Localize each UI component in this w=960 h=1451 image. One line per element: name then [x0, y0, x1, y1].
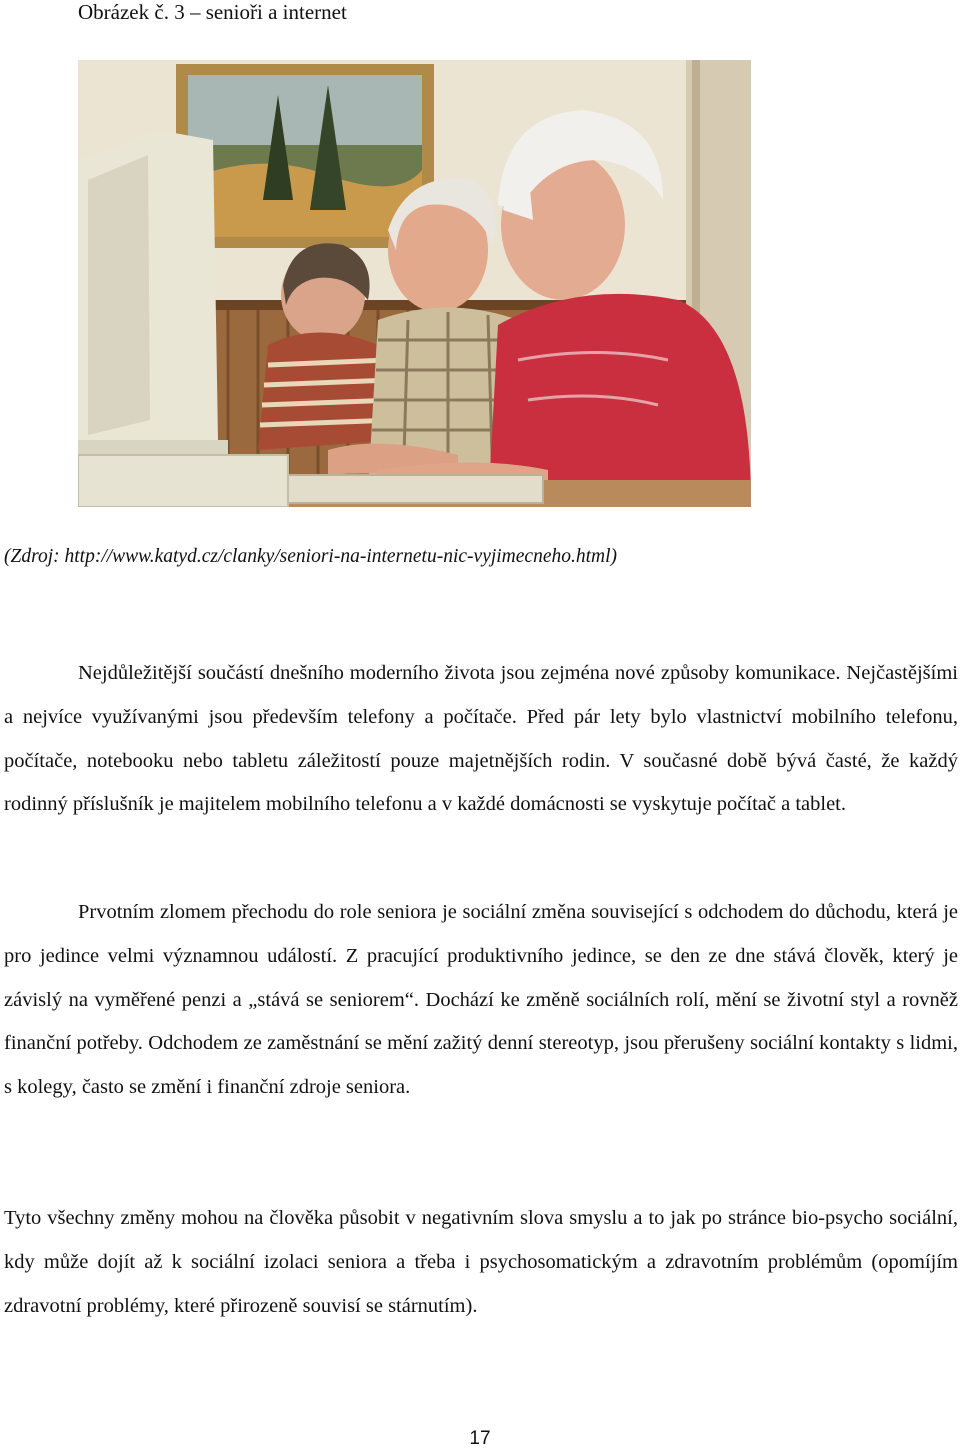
figure-source: (Zdroj: http://www.katyd.cz/clanky/seniori-na-internetu-nic-vyjimecneho.html): [4, 546, 618, 567]
page-number: 17: [469, 1428, 491, 1449]
seniors-at-computers-photo: [78, 60, 751, 507]
paragraph-consequences: Tyto všechny změny mohou na člověka působit v negativním slova smyslu a to jak po stránce bio-psycho sociální, kdy může dojít až k sociální izolaci seniora a třeba i psychosomatickým a zdravotním problémům (opomíjím zdravotní problémy, které přirozeně souvisí se stárnutím).: [4, 1207, 958, 1317]
paragraph-retirement: Prvotním zlomem přechodu do role seniora je sociální změna související s odchodem do důchodu, která je pro jedince velmi významnou událostí. Z pracující produktivního jedince, se den ze dne stává člověk, který je závislý na vyměřené penzi a „stává se seniorem“. Dochází ke změně sociálních rolí, mění se životní styl a rovněž finanční potřeby. Odchodem ze zaměstnání se mění zažitý denní stereotyp, jsou přerušeny sociální kontakty s lidmi, s kolegy, často se změní i finanční zdroje seniora.: [4, 901, 958, 1099]
paragraph-communication: Nejdůležitější součástí dnešního moderního života jsou zejména nové způsoby komunikace. Nejčastějšími a nejvíce využívanými jsou především telefony a počítače. Před pár lety bylo vlastnictví mobilního telefonu, počítače, notebooku nebo tabletu záležitostí pouze majetnějších rodin. V současné době bývá časté, že každý rodinný příslušník je majitelem mobilního telefonu a v každé domácnosti se vyskytuje počítač a tablet.: [4, 662, 958, 816]
figure-caption: Obrázek č. 3 – senioři a internet: [78, 0, 347, 24]
